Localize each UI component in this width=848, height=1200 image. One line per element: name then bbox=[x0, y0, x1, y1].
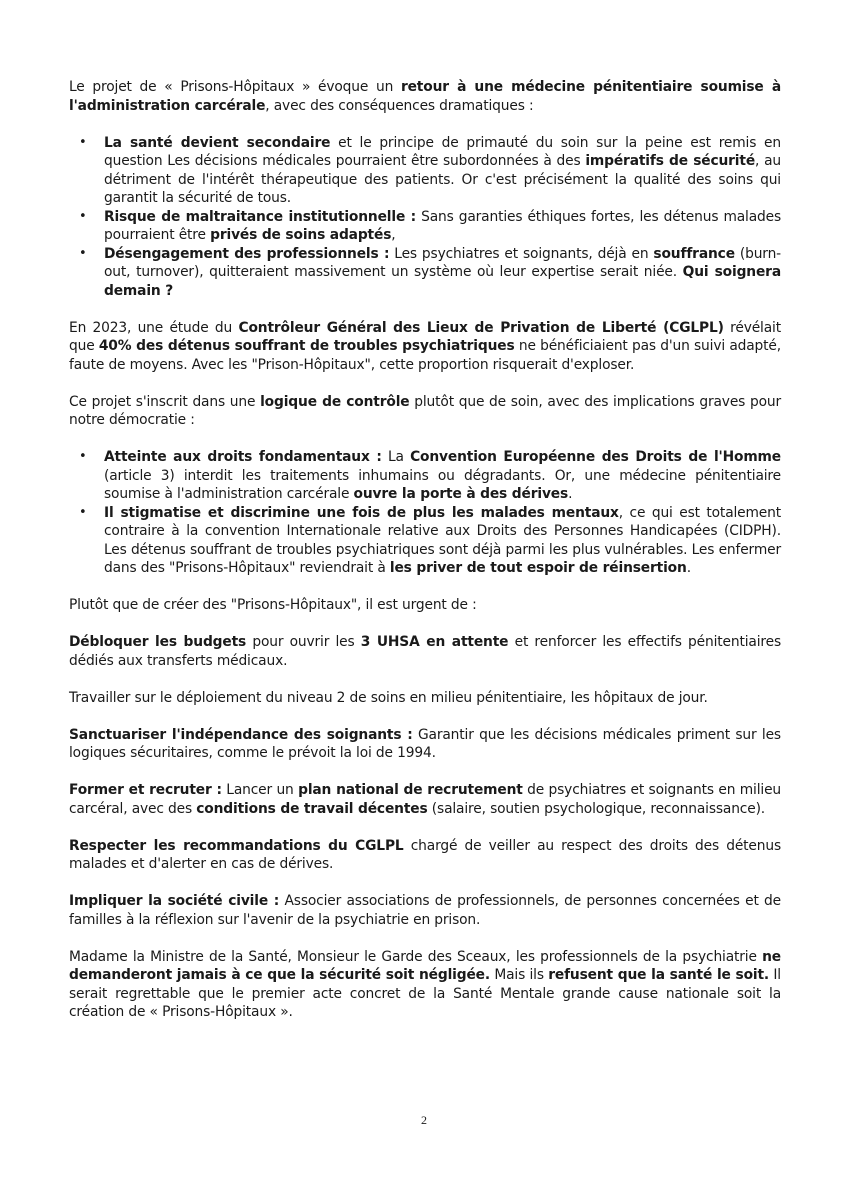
control-paragraph: Ce projet s'inscrit dans une logique de contrôle plutôt que de soin, avec des implications graves pour notre démocratie : bbox=[69, 393, 781, 428]
list-item: • La santé devient secondaire et le principe de primauté du soin sur la peine est remis en question Les décisions médicales pourraient être subordonnées à des impératifs de sécurité, au détriment de l'intérêt thérapeutique des patients. Or c'est précisément la qualité des soins qui garantit la sécurité de tous. bbox=[104, 134, 781, 208]
document-page bbox=[69, 78, 781, 1022]
proposal-recruit: Former et recruter : Lancer un plan national de recrutement de psychiatres et soignants en milieu carcéral, avec des conditions de travail décentes (salaire, soutien psychologique, reconnaissance). bbox=[69, 782, 781, 817]
consequences-list bbox=[69, 134, 781, 301]
cglpl-paragraph: En 2023, une étude du Contrôleur Général des Lieux de Privation de Liberté (CGLPL) révélait que 40% des détenus souffrant de troubles psychiatriques ne bénéficiaient pas d'un suivi adapté, faute de moyens. Avec les "Prison-Hôpitaux", cette proportion risquerait d'exploser. bbox=[69, 319, 781, 373]
proposal-civil-society: Impliquer la société civile : Associer associations de professionnels, de personnes concernées et de familles à la réflexion sur l'avenir de la psychiatrie en prison. bbox=[69, 893, 782, 928]
proposal-cglpl: Respecter les recommandations du CGLPL chargé de veiller au respect des droits des détenus malades et d'alerter en cas de dérives. bbox=[69, 837, 781, 872]
list-item: • Atteinte aux droits fondamentaux : La Convention Européenne des Droits de l'Homme (article 3) interdit les traitements inhumains ou dégradants. Or, une médecine pénitentiaire soumise à l'administration carcérale ouvre la porte à des dérives. bbox=[104, 448, 781, 504]
implications-list bbox=[69, 448, 781, 578]
urgent-intro: Plutôt que de créer des "Prisons-Hôpitaux", il est urgent de : bbox=[69, 597, 477, 613]
list-item: • Il stigmatise et discrimine une fois de plus les malades mentaux, ce qui est totalement contraire à la convention Internationale relative aux Droits des Personnes Handicapées (CIDPH). Les détenus souffrant de troubles psychiatriques sont déjà parmi les plus vulnérables. Les enfermer dans des "Prisons-Hôpitaux" reviendrait à les priver de tout espoir de réinsertion. bbox=[104, 504, 781, 578]
proposal-independence: Sanctuariser l'indépendance des soignants : Garantir que les décisions médicales priment sur les logiques sécuritaires, comme le prévoit la loi de 1994. bbox=[69, 726, 781, 761]
intro-paragraph: Le projet de « Prisons-Hôpitaux » évoque un retour à une médecine pénitentiaire soumise à l'administration carcérale, avec des conséquences dramatiques : bbox=[69, 79, 781, 114]
list-item: • Risque de maltraitance institutionnelle : Sans garanties éthiques fortes, les détenus malades pourraient être privés de soins adaptés, bbox=[104, 208, 781, 245]
proposal-budgets: Débloquer les budgets pour ouvrir les 3 UHSA en attente et renforcer les effectifs pénitentiaires dédiés aux transferts médicaux. bbox=[69, 634, 781, 669]
closing-paragraph: Madame la Ministre de la Santé, Monsieur le Garde des Sceaux, les professionnels de la psychiatrie ne demanderont jamais à ce que la sécurité soit négligée. Mais ils refusent que la santé le soit. Il serait regrettable que le premier acte concret de la Santé Mentale grande cause nationale soit la création de « Prisons-Hôpitaux ». bbox=[69, 948, 781, 1020]
list-item: • Désengagement des professionnels : Les psychiatres et soignants, déjà en souffrance (burn-out, turnover), quitteraient massivement un système où leur expertise serait niée. Qui soignera demain ? bbox=[104, 245, 781, 301]
proposal-level2-care: Travailler sur le déploiement du niveau 2 de soins en milieu pénitentiaire, les hôpitaux de jour. bbox=[69, 689, 708, 706]
page-number: 2 bbox=[421, 1113, 427, 1127]
